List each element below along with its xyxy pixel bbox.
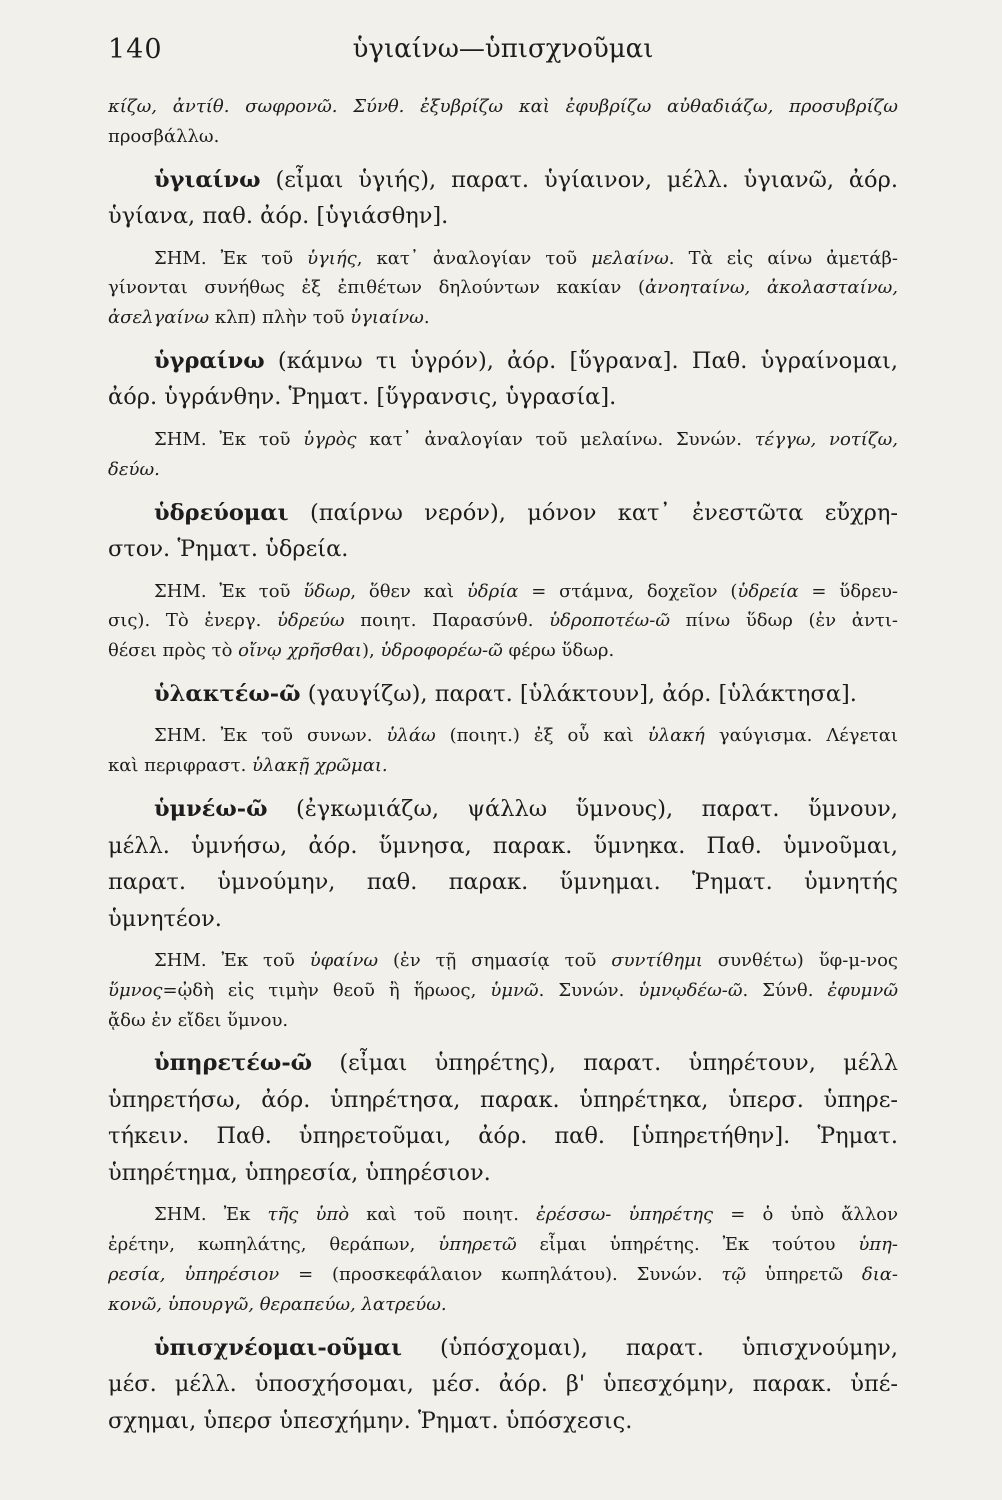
note-line — [108, 1290, 898, 1320]
note-line — [108, 303, 898, 333]
text-run: ἐρέτην, κωπηλάτης, θεράπων, — [108, 1234, 439, 1256]
entry-spacer — [108, 1035, 898, 1045]
text-run: ΣΗΜ. Ἐκ τοῦ — [154, 428, 304, 450]
entry-line — [108, 1330, 898, 1367]
text-run: ), — [361, 640, 381, 662]
italic-text: κονῶ, ὑπουργῶ, θεραπεύω, λατρεύω. — [108, 1293, 447, 1315]
running-title: ὑγιαίνω—ὑπισχνοῦμαι — [352, 34, 654, 64]
italic-text: ὑλάω — [386, 725, 436, 747]
text-run: (ὑπόσχομαι), παρατ. ὑπισχνούμην, — [401, 1334, 898, 1361]
note-line — [108, 976, 898, 1006]
text-run: ὑπηρέτημα, ὑπηρεσία, ὑπηρέσιον. — [108, 1159, 491, 1186]
text-run: καὶ περιφραστ. — [108, 755, 253, 777]
text-run: ποιητ. Παρασύνθ. — [344, 610, 550, 632]
entry-line — [108, 1045, 898, 1082]
italic-text: τῷ — [721, 1264, 747, 1286]
page-header — [108, 34, 898, 74]
entry-line — [108, 1403, 898, 1440]
entry-line — [108, 379, 898, 416]
italic-text: μελαίνω — [591, 247, 669, 269]
text-run: (παίρνω νερόν), μόνον κατ᾽ ἐνεστῶτα εὔχρη- — [288, 499, 898, 526]
note-line — [108, 1260, 898, 1290]
headword: ὑπηρετέω-ῶ — [154, 1050, 313, 1077]
text-run: ὑπηρετήσω, ἀόρ. ὑπηρέτησα, παρακ. ὑπηρέτηκα, ὑπερσ. ὑπηρε- — [108, 1086, 898, 1113]
italic-text: ὑδρεύω — [276, 610, 345, 632]
italic-text: ὑδροποτέω-ῶ — [549, 610, 670, 632]
italic-text: ὑπηρετῶ — [438, 1234, 517, 1256]
italic-text: ὑφαίνω — [309, 950, 379, 972]
dictionary-body — [108, 92, 898, 1439]
note-line — [108, 946, 898, 976]
entry-line — [108, 531, 898, 568]
text-run: μέλλ. ὑμνήσω, ἀόρ. ὕμνησα, παρακ. ὕμνηκα. Παθ. ὑμνοῦμαι, — [108, 832, 898, 859]
italic-text: ὑμνῶ — [490, 979, 539, 1001]
text-run: σχημαι, ὑπερσ ὑπεσχήμην. Ῥηματ. ὑπόσχεσις. — [108, 1407, 633, 1434]
note-line — [108, 273, 898, 303]
text-run: = ὁ ὑπὸ ἄλλον — [713, 1204, 898, 1226]
page-number: 140 — [108, 34, 163, 65]
text-run: = (προσκεφάλαιον κωπηλάτου). Συνών. — [279, 1264, 722, 1286]
italic-text: δια- — [861, 1264, 898, 1286]
note-line — [108, 1200, 898, 1230]
entry-line — [108, 1366, 898, 1403]
text-run: ΣΗΜ. Ἐκ — [154, 1204, 268, 1226]
entry-spacer — [108, 712, 898, 721]
entry-spacer — [108, 1191, 898, 1200]
text-run: συνθέτω) ὕφ-μ-νος — [702, 950, 898, 972]
note-line — [108, 122, 898, 152]
entry-line — [108, 864, 898, 901]
text-run: ΣΗΜ. Ἐκ τοῦ συνων. — [154, 725, 387, 747]
text-run: (εἶμαι ὑπηρέτης), παρατ. ὑπηρέτουν, μέλλ — [312, 1050, 898, 1077]
entry-line — [108, 676, 898, 713]
text-run: =ᾠδὴ εἰς τιμὴν θεοῦ ἢ ἥρωος, — [162, 979, 491, 1001]
entry-spacer — [108, 937, 898, 946]
italic-text: ἀνοηταίνω, ἀκολασταίνω, — [644, 277, 898, 299]
entry-line — [108, 1118, 898, 1155]
text-run: παρατ. ὑμνούμην, παθ. παρακ. ὕμνημαι. Ῥηματ. ὑμνητής — [108, 869, 898, 896]
entry-line — [108, 1082, 898, 1119]
italic-text: ὑδροφορέω-ῶ — [380, 640, 503, 662]
note-line — [108, 636, 898, 666]
entry-spacer — [108, 666, 898, 676]
italic-text: ἐρέσσω- ὑπηρέτης — [536, 1204, 714, 1226]
text-run: (ἐν τῇ σημασίᾳ τοῦ — [378, 950, 612, 972]
headword: ὑμνέω-ῶ — [154, 796, 268, 823]
note-line — [108, 1006, 898, 1036]
text-run: φέρω ὕδωρ. — [502, 640, 615, 662]
text-run: εἶμαι ὑπηρέτης. Ἐκ τούτου — [516, 1234, 859, 1256]
entry-line — [108, 1155, 898, 1192]
text-run: κατ᾽ ἀναλογίαν τοῦ μελαίνω. Συνών. — [356, 428, 755, 450]
note-line — [108, 92, 898, 122]
text-run: , ὅθεν καὶ — [350, 580, 467, 602]
text-run: σις). Τὸ ἐνεργ. — [108, 610, 277, 632]
italic-text: ἀσελγαίνω — [108, 307, 210, 329]
text-run: ΣΗΜ. Ἐκ τοῦ — [154, 247, 308, 269]
entry-line — [108, 828, 898, 865]
text-run: (κάμνω τι ὑγρόν), ἀόρ. [ὕγρανα]. Παθ. ὑγραίνομαι, — [264, 347, 898, 374]
text-run: στον. Ῥηματ. ὑδρεία. — [108, 536, 349, 563]
italic-text: κίζω, ἀντίθ. σωφρονῶ. Σύνθ. ἐξυβρίζω καὶ ἐφυβρίζω αὐθαδιάζω, προσυβρίζω — [108, 96, 898, 117]
entry-line — [108, 495, 898, 532]
entry-spacer — [108, 1320, 898, 1330]
note-line — [108, 751, 898, 781]
entry-spacer — [108, 416, 898, 425]
text-run: καὶ τοῦ ποιητ. — [349, 1204, 537, 1226]
text-run: ὑγίανα, παθ. ἀόρ. [ὑγιάσθην]. — [108, 203, 449, 230]
text-run: = στάμνα, δοχεῖον ( — [518, 580, 738, 602]
headword: ὑγιαίνω — [154, 166, 261, 193]
text-run: ὑμνητέον. — [108, 905, 222, 932]
text-run: . — [423, 307, 430, 329]
entry-line — [108, 343, 898, 380]
italic-text: ὑδρεία — [737, 580, 799, 602]
entry-line — [108, 791, 898, 828]
text-run: ὑπηρετῶ — [746, 1264, 862, 1286]
text-run: (ποιητ.) ἐξ οὗ καὶ — [435, 725, 648, 747]
text-run: ἀόρ. ὑγράνθην. Ῥηματ. [ὕγρανσις, ὑγρασία]. — [108, 384, 617, 411]
note-line — [108, 425, 898, 455]
italic-text: ὑλακῇ χρῶμαι. — [252, 755, 388, 777]
italic-text: οἴνῳ χρῆσθαι — [238, 640, 362, 662]
italic-text: ἐφυμνῶ — [827, 979, 898, 1001]
entry-line — [108, 901, 898, 938]
note-line — [108, 455, 898, 485]
text-run: (εἶμαι ὑγιής), παρατ. ὑγίαινον, μέλλ. ὑγιανῶ, ἀόρ. — [260, 166, 898, 193]
text-run: ΣΗΜ. Ἐκ τοῦ — [154, 580, 304, 602]
italic-text: ὑγρὸς — [303, 428, 357, 450]
text-run: (γαυγίζω), παρατ. [ὑλάκτουν], ἀόρ. [ὑλάκτησα]. — [300, 680, 857, 707]
entry-line — [108, 198, 898, 235]
text-run: μέσ. μέλλ. ὑποσχήσομαι, μέσ. ἀόρ. β' ὑπεσχόμην, παρακ. ὑπέ- — [108, 1371, 898, 1398]
text-run: . Τὰ εἰς αίνω ἀμετάβ- — [668, 247, 898, 269]
entry-spacer — [108, 485, 898, 495]
text-run: προσβάλλω. — [108, 125, 220, 147]
text-run: , κατ᾽ ἀναλογίαν τοῦ — [356, 247, 592, 269]
italic-text: δεύω. — [108, 458, 160, 480]
entry-line — [108, 162, 898, 199]
note-line — [108, 721, 898, 751]
italic-text: ὕδωρ — [303, 580, 351, 602]
note-line — [108, 244, 898, 274]
italic-text: ὕμνος — [108, 979, 163, 1001]
text-run: γαύγισμα. Λέγεται — [704, 725, 898, 747]
italic-text: ὑγιαίνω — [350, 307, 424, 329]
note-line — [108, 606, 898, 636]
text-run: θέσει πρὸς τὸ — [108, 640, 239, 662]
note-line — [108, 577, 898, 607]
text-run: γίνονται συνήθως ἐξ ἐπιθέτων δηλούντων κακίαν ( — [108, 277, 645, 299]
text-run: ΣΗΜ. Ἐκ τοῦ — [154, 950, 310, 972]
headword: ὑδρεύομαι — [154, 499, 289, 526]
text-run: . Συνών. — [538, 979, 639, 1001]
text-run: ᾄδω ἐν εἴδει ὕμνου. — [108, 1009, 289, 1031]
headword: ὑπισχνέομαι-οῦμαι — [154, 1334, 402, 1361]
text-run: . Σύνθ. — [742, 979, 828, 1001]
text-run: (ἐγκωμιάζω, ψάλλω ὕμνους), παρατ. ὕμνουν, — [267, 796, 898, 823]
entry-spacer — [108, 781, 898, 791]
entry-spacer — [108, 152, 898, 162]
italic-text: ρεσία, ὑπηρέσιον — [108, 1264, 280, 1286]
italic-text: ὑδρία — [466, 580, 519, 602]
italic-text: τῆς ὑπὸ — [267, 1204, 350, 1226]
entry-spacer — [108, 568, 898, 577]
italic-text: ὑγιής — [307, 247, 357, 269]
text-run: τήκειν. Παθ. ὑπηρετοῦμαι, ἀόρ. παθ. [ὑπηρετήθην]. Ῥηματ. — [108, 1123, 898, 1150]
italic-text: ὑμνῳδέω-ῶ — [638, 979, 743, 1001]
text-run: πίνω ὕδωρ (ἐν ἀντι- — [670, 610, 898, 632]
text-run: = ὕδρευ- — [798, 580, 898, 602]
entry-spacer — [108, 235, 898, 244]
italic-text: ὑλακή — [647, 725, 705, 747]
text-run: κλπ) πλὴν τοῦ — [209, 307, 351, 329]
headword: ὑγραίνω — [154, 347, 265, 374]
entry-spacer — [108, 333, 898, 343]
note-line — [108, 1230, 898, 1260]
headword: ὑλακτέω-ῶ — [154, 680, 301, 707]
italic-text: συντίθημι — [611, 950, 703, 972]
italic-text: τέγγω, νοτίζω, — [754, 428, 898, 450]
italic-text: ὑπη- — [858, 1234, 898, 1256]
